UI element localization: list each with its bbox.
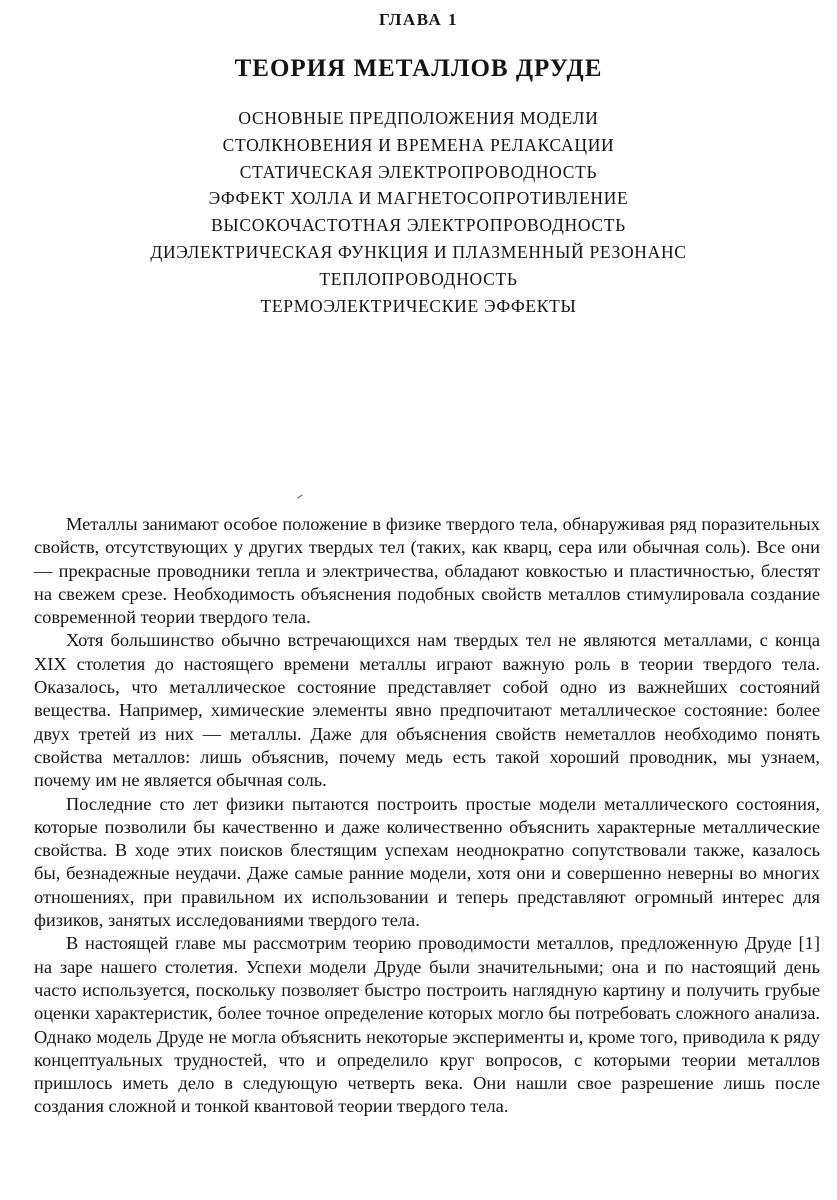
contents-item: СТОЛКНОВЕНИЯ И ВРЕМЕНА РЕЛАКСАЦИИ	[222, 134, 615, 155]
chapter-body	[34, 513, 820, 1119]
print-mark	[297, 494, 303, 498]
chapter-contents-list	[0, 105, 837, 319]
body-paragraph: Хотя большинство обычно встречающихся нам твердых тел не являются металлами, с конца XIX столетия до настоящего времени металлы играют важную роль в теории твердого тела. Оказалось, что металлическое состояние представляет собой одно из важнейших состояний вещества. Например, химические элементы явно предпочитают металлическое состояние: более двух третей из них — металлы. Даже для объяснения свойств неметаллов необходимо понять свойства металлов: лишь объяснив, почему медь есть такой хороший проводник, мы узнаем, почему им не является обычная соль.	[34, 630, 820, 791]
chapter-label: ГЛАВА 1	[379, 10, 458, 29]
contents-item: ТЕРМОЭЛЕКТРИЧЕСКИЕ ЭФФЕКТЫ	[260, 295, 577, 316]
contents-item: ВЫСОКОЧАСТОТНАЯ ЭЛЕКТРОПРОВОДНОСТЬ	[211, 215, 626, 236]
contents-item: ДИЭЛЕКТРИЧЕСКАЯ ФУНКЦИЯ И ПЛАЗМЕННЫЙ РЕЗОНАНС	[150, 241, 687, 262]
body-paragraph: Металлы занимают особое положение в физике твердого тела, обнаруживая ряд поразительных свойств, отсутствующих у других твердых тел (таких, как кварц, сера или обычная соль). Все они — прекрасные проводники тепла и электричества, обладают ковкостью и пластичностью, блестят на свежем срезе. Необходимость объяснения подобных свойств металлов стимулировала создание современной теории твердого тела.	[34, 514, 820, 628]
chapter-title: ТЕОРИЯ МЕТАЛЛОВ ДРУДЕ	[234, 55, 603, 82]
contents-item: ОСНОВНЫЕ ПРЕДПОЛОЖЕНИЯ МОДЕЛИ	[238, 108, 599, 128]
body-paragraph: Последние сто лет физики пытаются построить простые модели металлического состояния, которые позволили бы качественно и даже количественно объяснить характерные металлические свойства. В ходе этих поисков блестящим успехам неоднократно сопутствовали также, казалось бы, безнадежные неудачи. Даже самые ранние модели, хотя они и совершенно неверны во многих отношениях, при правильном их использовании и теперь представляют огромный интерес для физиков, занятых исследованиями твердого тела.	[34, 793, 820, 931]
contents-item: ТЕПЛОПРОВОДНОСТЬ	[319, 268, 518, 289]
contents-item: ЭФФЕКТ ХОЛЛА И МАГНЕТОСОПРОТИВЛЕНИЕ	[208, 188, 629, 209]
contents-item: СТАТИЧЕСКАЯ ЭЛЕКТРОПРОВОДНОСТЬ	[239, 161, 598, 182]
body-paragraph: В настоящей главе мы рассмотрим теорию проводимости металлов, предложенную Друде [1] на заре нашего столетия. Успехи модели Друде были значительными; она и по настоящий день часто используется, поскольку позволяет быстро построить наглядную картину и получить грубые оценки характеристик, более точное определение которых могло бы потребовать сложного анализа. Однако модель Друде не могла объяснить некоторые эксперименты и, кроме того, приводила к ряду концептуальных трудностей, что и определило круг вопросов, с которыми теории металлов пришлось иметь дело в следующую четверть века. Они нашли свое разрешение лишь после создания сложной и тонкой квантовой теории твердого тела.	[34, 933, 820, 1117]
